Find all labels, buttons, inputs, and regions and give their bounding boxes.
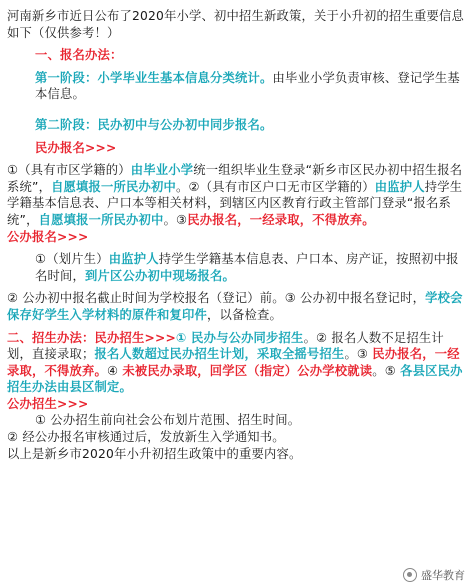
zs-highlight-3: 各县区民办招生办法由县区制定。 [7,363,463,395]
mb-text-4: 持学生学籍基本信息表、户口本等相关材料，到辖区内区教育行政主管部门登录“报名系统”， [7,179,463,227]
gb-highlight-1: 由监护人 [108,252,159,267]
wechat-logo-icon [403,568,417,582]
gongban-paragraph [7,251,465,284]
gb-highlight-3: 学校会保存好学生入学材料的原件和复印件 [7,291,463,322]
gbzs-item-1: ① 公办招生前向社会公布划片范围、招生时间。 [35,413,301,428]
mb-highlight-2: 自愿填报一所民办初中 [51,179,177,194]
gongban-title: 公办报名>>> [7,229,89,244]
phase1-title: 第一阶段：小学毕业生基本信息分类统计。 [35,70,273,85]
mb-text-2: 统一组织毕业生登录“新乡市区民办初中招生报名系统”， [7,163,463,194]
phase1-paragraph [7,70,465,103]
gb-highlight-2: 到片区公办初中现场报名。 [85,268,235,283]
watermark-text: 盛华教育 [421,569,465,582]
zhaosheng-paragraph [7,330,465,396]
article-body [7,8,465,462]
mb-highlight-3: 由监护人 [374,179,425,194]
zs-text-4: 。⑤ [372,363,401,378]
phase2-title: 第二阶段：民办初中与公办初中同步报名。 [35,117,273,132]
mb-text-5: 。③ [163,212,188,227]
phase1-text: 由毕业小学负责审核、登记学生基本信息。 [35,70,460,102]
watermark [403,567,465,583]
gbzs-item-2: ② 经公办报名审核通过后，发放新生入学通知书。 [7,430,285,445]
gb-text-1: ①（划片生） [35,252,109,267]
zs-highlight-1: ① 民办与公办同步招生 [175,330,304,345]
zs-text-3: ④ [106,363,123,378]
gb-text-2: 持学生学籍基本信息表、户口本、房产证，按照初中报名时间， [35,252,459,283]
mb-text-1: ①（具有市区学籍的） [7,163,131,178]
zs-text-1: 。② 报名人数不足招生计划，直接录取； [7,330,444,362]
section1-title: 一、报名办法： [35,48,123,63]
mb-text-3: 。②（具有市区户口无市区学籍的） [176,179,375,194]
gb-text-4: ，以备检查。 [206,307,282,322]
zs-warning-2: 未被民办录取，回学区（指定）公办学校就读 [122,363,373,378]
mb-highlight-1: 由毕业小学 [130,163,194,178]
zs-warning: 民办报名，一经录取，不得放弃。 [7,347,460,378]
minban-title: 民办报名>>> [35,140,117,155]
gb-text-3: ② 公办初中报名截止时间为学校报名（登记）前。③ 公办初中报名登记时， [7,291,426,306]
minban-paragraph [7,162,465,228]
zs-highlight-2: 报名人数超过民办招生计划，采取全摇号招生 [94,347,345,362]
zs-text-2: 。③ [344,347,373,362]
mb-warning: 民办报名，一经录取，不得放弃。 [187,212,375,227]
mb-highlight-4: 自愿填报一所民办初中 [38,212,164,227]
outro-paragraph: 以上是新乡市2020年小升初招生政策中的重要内容。 [7,446,302,461]
intro-paragraph: 河南新乡市近日公布了2020年小学、初中招生新政策，关于小升初的招生重要信息如下（仅供参考！） [7,9,464,40]
section2-title: 二、招生办法：民办招生>>> [7,330,176,345]
gongban-zhaosheng-title: 公办招生>>> [7,396,89,411]
gongban-paragraph-2 [7,290,465,323]
